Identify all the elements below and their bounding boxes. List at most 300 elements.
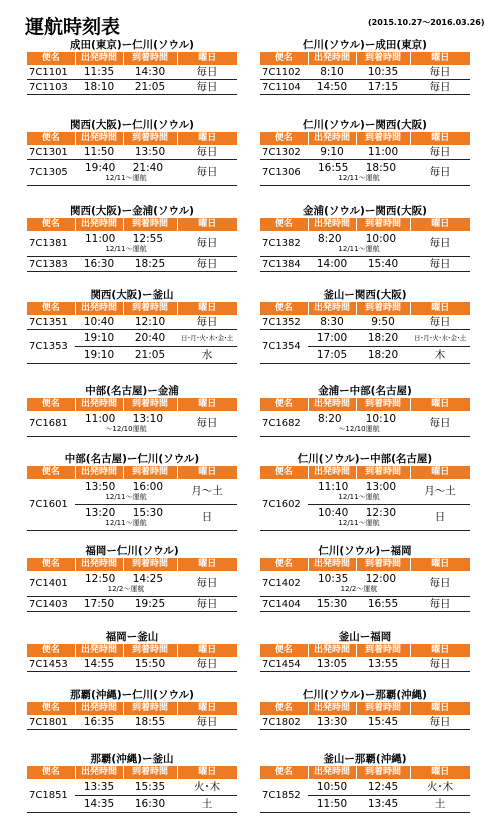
arrival-header: 到着時間 xyxy=(356,52,410,65)
day-header: 曜日 xyxy=(410,132,470,145)
arrival-time: 18:20 xyxy=(356,347,410,364)
flight-number: 7C1104 xyxy=(260,80,308,95)
arrival-header: 到着時間 xyxy=(123,132,177,145)
operating-days: 毎日 xyxy=(410,145,470,160)
route-block xyxy=(27,204,237,272)
operating-days: 日 xyxy=(410,505,470,531)
header-row xyxy=(27,466,237,479)
flight-number: 7C1384 xyxy=(260,257,308,272)
arrival-time: 21:05 xyxy=(123,347,177,364)
flight-header: 便名 xyxy=(260,132,308,145)
header-row xyxy=(260,302,470,315)
operating-days: 土 xyxy=(410,796,470,813)
flight-number: 7C1102 xyxy=(260,65,308,80)
service-note: 12/2～運航 xyxy=(340,585,378,593)
operating-days: 木 xyxy=(410,347,470,364)
route-title: 福岡ー仁川(ソウル) xyxy=(85,545,179,557)
table-row xyxy=(27,231,237,257)
flight-number: 7C1402 xyxy=(260,571,308,597)
departure-time: 9:10 xyxy=(308,145,356,160)
flight-header: 便名 xyxy=(27,558,75,571)
service-note: 12/11～運航 xyxy=(338,493,380,501)
time-pair xyxy=(75,505,177,531)
arrival-time: 13:50 xyxy=(123,145,177,160)
arrival-header: 到着時間 xyxy=(356,398,410,411)
time-pair xyxy=(308,160,410,186)
header-row xyxy=(260,558,470,571)
timetable xyxy=(27,302,237,364)
route-title: 仁川(ソウル)ー関西(大阪) xyxy=(303,119,427,131)
arrival-time: 13:45 xyxy=(356,796,410,813)
day-header: 曜日 xyxy=(177,302,237,315)
service-note: 12/11～運航 xyxy=(105,493,147,501)
timetable xyxy=(27,398,237,437)
header-row xyxy=(260,702,470,715)
departure-header: 出発時間 xyxy=(308,766,356,779)
arrival-time: 16:55 xyxy=(356,597,410,612)
route-block xyxy=(27,118,237,186)
operating-days: 毎日 xyxy=(410,315,470,330)
flight-number: 7C1404 xyxy=(260,597,308,612)
day-header: 曜日 xyxy=(177,702,237,715)
arrival-time: 18:55 xyxy=(123,715,177,730)
route-block xyxy=(27,630,237,672)
flight-number: 7C1401 xyxy=(27,571,75,597)
departure-time: 11:50 xyxy=(75,145,123,160)
departure-header: 出発時間 xyxy=(75,766,123,779)
arrival-header: 到着時間 xyxy=(356,218,410,231)
header-row xyxy=(27,398,237,411)
timetable xyxy=(27,132,237,186)
operating-days: 日 xyxy=(177,505,237,531)
departure-time: 13:35 xyxy=(75,779,123,796)
departure-time: 17:00 xyxy=(308,330,356,347)
departure-time: 17:05 xyxy=(308,347,356,364)
arrival-time: 10:00 xyxy=(365,233,396,245)
table-row xyxy=(27,315,237,330)
day-header: 曜日 xyxy=(177,644,237,657)
flight-number: 7C1301 xyxy=(27,145,75,160)
route-title: 中部(名古屋)ー仁川(ソウル) xyxy=(64,453,200,465)
timetable xyxy=(27,558,237,612)
operating-days: 土 xyxy=(177,796,237,813)
timetable xyxy=(260,466,470,531)
flight-header: 便名 xyxy=(260,52,308,65)
arrival-time: 12:00 xyxy=(365,573,396,585)
arrival-header: 到着時間 xyxy=(356,466,410,479)
operating-days: 毎日 xyxy=(410,231,470,257)
route-block xyxy=(27,452,237,531)
table-row xyxy=(260,411,470,437)
arrival-time: 21:05 xyxy=(123,80,177,95)
time-pair xyxy=(75,571,177,597)
day-header: 曜日 xyxy=(177,218,237,231)
departure-header: 出発時間 xyxy=(308,558,356,571)
operating-days: 毎日 xyxy=(177,315,237,330)
arrival-header: 到着時間 xyxy=(356,766,410,779)
departure-time: 19:40 xyxy=(85,162,116,174)
timetable xyxy=(260,644,470,672)
table-row xyxy=(260,597,470,612)
flight-number: 7C1306 xyxy=(260,160,308,186)
departure-header: 出発時間 xyxy=(308,218,356,231)
table-row xyxy=(260,479,470,505)
route-title: 仁川(ソウル)ー中部(名古屋) xyxy=(297,453,433,465)
time-pair xyxy=(75,160,177,186)
departure-time: 13:20 xyxy=(85,507,116,519)
route-title: 釜山ー那覇(沖縄) xyxy=(323,753,407,765)
arrival-header: 到着時間 xyxy=(123,702,177,715)
operating-days: 毎日 xyxy=(177,65,237,80)
flight-number: 7C1353 xyxy=(27,330,75,364)
arrival-time: 15:50 xyxy=(123,657,177,672)
departure-time: 10:35 xyxy=(318,573,349,585)
route-title: 中部(名古屋)ー金浦 xyxy=(85,385,179,397)
table-row xyxy=(260,257,470,272)
flight-number: 7C1103 xyxy=(27,80,75,95)
departure-header: 出発時間 xyxy=(308,398,356,411)
route-title: 金浦(ソウル)ー関西(大阪) xyxy=(303,205,427,217)
arrival-header: 到着時間 xyxy=(123,218,177,231)
arrival-time: 18:25 xyxy=(123,257,177,272)
route-title: 福岡ー釜山 xyxy=(105,631,159,643)
flight-number: 7C1602 xyxy=(260,479,308,531)
flight-number: 7C1101 xyxy=(27,65,75,80)
departure-time: 13:30 xyxy=(308,715,356,730)
departure-time: 13:50 xyxy=(85,481,116,493)
route-title: 金浦ー中部(名古屋) xyxy=(318,385,412,397)
operating-days: 毎日 xyxy=(177,411,237,437)
departure-header: 出発時間 xyxy=(75,558,123,571)
departure-time: 16:35 xyxy=(75,715,123,730)
timetable xyxy=(260,766,470,813)
operating-days: 毎日 xyxy=(410,411,470,437)
timetable xyxy=(260,558,470,612)
table-row xyxy=(27,411,237,437)
service-note: 12/11～運航 xyxy=(105,245,147,253)
time-pair xyxy=(308,411,410,437)
departure-time: 19:10 xyxy=(75,347,123,364)
operating-days: 毎日 xyxy=(177,160,237,186)
table-row xyxy=(27,160,237,186)
departure-time: 15:30 xyxy=(308,597,356,612)
departure-time: 18:10 xyxy=(75,80,123,95)
timetable xyxy=(27,52,237,95)
operating-days: 毎日 xyxy=(177,571,237,597)
arrival-time: 19:25 xyxy=(123,597,177,612)
flight-header: 便名 xyxy=(27,132,75,145)
flight-header: 便名 xyxy=(260,398,308,411)
day-header: 曜日 xyxy=(177,466,237,479)
arrival-time: 13:10 xyxy=(132,413,163,425)
timetable xyxy=(27,218,237,272)
table-row xyxy=(260,315,470,330)
flight-number: 7C1852 xyxy=(260,779,308,813)
day-header: 曜日 xyxy=(177,766,237,779)
route-block xyxy=(260,752,470,813)
service-note: ～12/10運航 xyxy=(105,425,147,433)
day-header: 曜日 xyxy=(410,218,470,231)
arrival-time: 13:00 xyxy=(365,481,396,493)
table-row xyxy=(27,657,237,672)
operating-days: 日･月･火･水･金･土 xyxy=(410,330,470,347)
departure-time: 12:50 xyxy=(85,573,116,585)
arrival-header: 到着時間 xyxy=(356,702,410,715)
day-header: 曜日 xyxy=(177,52,237,65)
header-row xyxy=(27,302,237,315)
arrival-time: 15:40 xyxy=(356,257,410,272)
route-block xyxy=(260,288,470,364)
time-pair xyxy=(75,411,177,437)
day-header: 曜日 xyxy=(410,558,470,571)
operating-days: 火･木 xyxy=(410,779,470,796)
departure-time: 14:50 xyxy=(308,80,356,95)
flight-header: 便名 xyxy=(260,218,308,231)
service-note: 12/11～運航 xyxy=(338,174,380,182)
day-header: 曜日 xyxy=(410,644,470,657)
header-row xyxy=(27,132,237,145)
departure-header: 出発時間 xyxy=(308,644,356,657)
flight-header: 便名 xyxy=(27,466,75,479)
flight-header: 便名 xyxy=(260,644,308,657)
day-header: 曜日 xyxy=(177,558,237,571)
operating-days: 毎日 xyxy=(410,571,470,597)
flight-header: 便名 xyxy=(27,644,75,657)
arrival-time: 20:40 xyxy=(123,330,177,347)
operating-days: 毎日 xyxy=(177,145,237,160)
table-row xyxy=(27,145,237,160)
departure-time: 8:20 xyxy=(318,233,342,245)
table-row xyxy=(27,779,237,796)
timetable xyxy=(27,702,237,730)
time-pair xyxy=(75,479,177,505)
flight-number: 7C1354 xyxy=(260,330,308,364)
arrival-time: 17:15 xyxy=(356,80,410,95)
arrival-time: 12:30 xyxy=(365,507,396,519)
flight-header: 便名 xyxy=(260,466,308,479)
route-title: 仁川(ソウル)ー那覇(沖縄) xyxy=(303,689,427,701)
timetable xyxy=(27,644,237,672)
arrival-time: 18:50 xyxy=(365,162,396,174)
route-block xyxy=(260,630,470,672)
arrival-header: 到着時間 xyxy=(356,302,410,315)
arrival-time: 16:00 xyxy=(132,481,163,493)
timetable xyxy=(27,466,237,531)
departure-time: 19:10 xyxy=(75,330,123,347)
table-row xyxy=(260,330,470,347)
departure-time: 14:55 xyxy=(75,657,123,672)
arrival-header: 到着時間 xyxy=(356,558,410,571)
flight-header: 便名 xyxy=(260,302,308,315)
header-row xyxy=(260,766,470,779)
route-title: 釜山ー関西(大阪) xyxy=(323,289,407,301)
operating-days: 毎日 xyxy=(177,80,237,95)
table-row xyxy=(260,715,470,730)
departure-header: 出発時間 xyxy=(75,398,123,411)
arrival-time: 12:55 xyxy=(132,233,163,245)
departure-time: 11:10 xyxy=(318,481,349,493)
departure-header: 出発時間 xyxy=(308,702,356,715)
departure-header: 出発時間 xyxy=(75,302,123,315)
time-pair xyxy=(308,505,410,531)
operating-days: 毎日 xyxy=(177,597,237,612)
header-row xyxy=(27,702,237,715)
arrival-header: 到着時間 xyxy=(123,302,177,315)
operating-days: 毎日 xyxy=(410,597,470,612)
service-note: 12/11～運航 xyxy=(338,245,380,253)
route-block xyxy=(260,452,470,531)
arrival-header: 到着時間 xyxy=(123,398,177,411)
departure-time: 10:40 xyxy=(75,315,123,330)
timetable xyxy=(260,702,470,730)
departure-header: 出発時間 xyxy=(75,52,123,65)
arrival-time: 14:25 xyxy=(132,573,163,585)
arrival-time: 14:30 xyxy=(123,65,177,80)
arrival-header: 到着時間 xyxy=(356,644,410,657)
departure-time: 13:05 xyxy=(308,657,356,672)
departure-header: 出発時間 xyxy=(75,644,123,657)
table-row xyxy=(260,657,470,672)
flight-header: 便名 xyxy=(27,218,75,231)
header-row xyxy=(27,558,237,571)
flight-number: 7C1302 xyxy=(260,145,308,160)
table-row xyxy=(260,231,470,257)
flight-number: 7C1454 xyxy=(260,657,308,672)
table-row xyxy=(260,145,470,160)
arrival-header: 到着時間 xyxy=(356,132,410,145)
flight-header: 便名 xyxy=(27,766,75,779)
arrival-header: 到着時間 xyxy=(123,766,177,779)
departure-time: 14:00 xyxy=(308,257,356,272)
header-row xyxy=(260,218,470,231)
table-row xyxy=(260,80,470,95)
service-note: ～12/10運航 xyxy=(338,425,380,433)
departure-header: 出発時間 xyxy=(75,702,123,715)
table-row xyxy=(27,80,237,95)
route-title: 那覇(沖縄)ー釜山 xyxy=(90,753,174,765)
flight-number: 7C1682 xyxy=(260,411,308,437)
arrival-time: 13:55 xyxy=(356,657,410,672)
header-row xyxy=(27,52,237,65)
header-row xyxy=(260,398,470,411)
operating-days: 毎日 xyxy=(410,715,470,730)
flight-header: 便名 xyxy=(27,702,75,715)
operating-days: 毎日 xyxy=(177,715,237,730)
operating-days: 毎日 xyxy=(410,657,470,672)
departure-time: 16:30 xyxy=(75,257,123,272)
arrival-time: 15:30 xyxy=(132,507,163,519)
route-block xyxy=(260,688,470,730)
departure-time: 8:20 xyxy=(318,413,342,425)
day-header: 曜日 xyxy=(410,52,470,65)
table-row xyxy=(27,479,237,505)
departure-header: 出発時間 xyxy=(308,52,356,65)
route-block xyxy=(260,204,470,272)
table-row xyxy=(27,571,237,597)
departure-time: 8:10 xyxy=(308,65,356,80)
operating-days: 月～土 xyxy=(410,479,470,505)
route-title: 釜山ー福岡 xyxy=(338,631,392,643)
flight-number: 7C1601 xyxy=(27,479,75,531)
flight-header: 便名 xyxy=(27,398,75,411)
departure-time: 17:50 xyxy=(75,597,123,612)
table-row xyxy=(27,597,237,612)
arrival-time: 16:30 xyxy=(123,796,177,813)
departure-header: 出発時間 xyxy=(308,302,356,315)
operating-days: 水 xyxy=(177,347,237,364)
timetable xyxy=(260,398,470,437)
day-header: 曜日 xyxy=(410,702,470,715)
day-header: 曜日 xyxy=(410,302,470,315)
period-label: (2015.10.27～2016.03.26) xyxy=(368,18,485,27)
timetable xyxy=(260,52,470,95)
arrival-header: 到着時間 xyxy=(123,466,177,479)
route-block xyxy=(260,544,470,612)
route-block xyxy=(27,288,237,364)
time-pair xyxy=(75,231,177,257)
table-row xyxy=(260,571,470,597)
flight-number: 7C1851 xyxy=(27,779,75,813)
arrival-header: 到着時間 xyxy=(123,52,177,65)
departure-header: 出発時間 xyxy=(75,218,123,231)
service-note: 12/11～運航 xyxy=(338,519,380,527)
flight-header: 便名 xyxy=(260,702,308,715)
departure-time: 8:30 xyxy=(308,315,356,330)
day-header: 曜日 xyxy=(410,398,470,411)
service-note: 12/11～運航 xyxy=(105,174,147,182)
time-pair xyxy=(308,231,410,257)
table-row xyxy=(27,257,237,272)
route-block xyxy=(27,688,237,730)
day-header: 曜日 xyxy=(410,466,470,479)
header-row xyxy=(260,466,470,479)
operating-days: 毎日 xyxy=(177,231,237,257)
table-row xyxy=(27,65,237,80)
flight-number: 7C1352 xyxy=(260,315,308,330)
time-pair xyxy=(308,479,410,505)
route-block xyxy=(27,544,237,612)
day-header: 曜日 xyxy=(177,132,237,145)
departure-header: 出発時間 xyxy=(75,466,123,479)
operating-days: 毎日 xyxy=(177,657,237,672)
operating-days: 毎日 xyxy=(410,160,470,186)
flight-header: 便名 xyxy=(260,558,308,571)
arrival-time: 9:50 xyxy=(356,315,410,330)
table-row xyxy=(260,160,470,186)
departure-header: 出発時間 xyxy=(308,132,356,145)
operating-days: 火･木 xyxy=(177,779,237,796)
header-row xyxy=(260,644,470,657)
header-row xyxy=(27,644,237,657)
route-block xyxy=(260,384,470,437)
route-block xyxy=(260,118,470,186)
timetable xyxy=(27,766,237,813)
departure-time: 16:55 xyxy=(318,162,349,174)
flight-number: 7C1351 xyxy=(27,315,75,330)
departure-header: 出発時間 xyxy=(308,466,356,479)
departure-time: 14:35 xyxy=(75,796,123,813)
arrival-header: 到着時間 xyxy=(123,558,177,571)
arrival-header: 到着時間 xyxy=(123,644,177,657)
arrival-time: 11:00 xyxy=(356,145,410,160)
timetable xyxy=(260,302,470,364)
arrival-time: 15:35 xyxy=(123,779,177,796)
day-header: 曜日 xyxy=(177,398,237,411)
day-header: 曜日 xyxy=(410,766,470,779)
route-title: 仁川(ソウル)ー福岡 xyxy=(318,545,412,557)
flight-number: 7C1801 xyxy=(27,715,75,730)
route-title: 関西(大阪)ー釜山 xyxy=(90,289,174,301)
